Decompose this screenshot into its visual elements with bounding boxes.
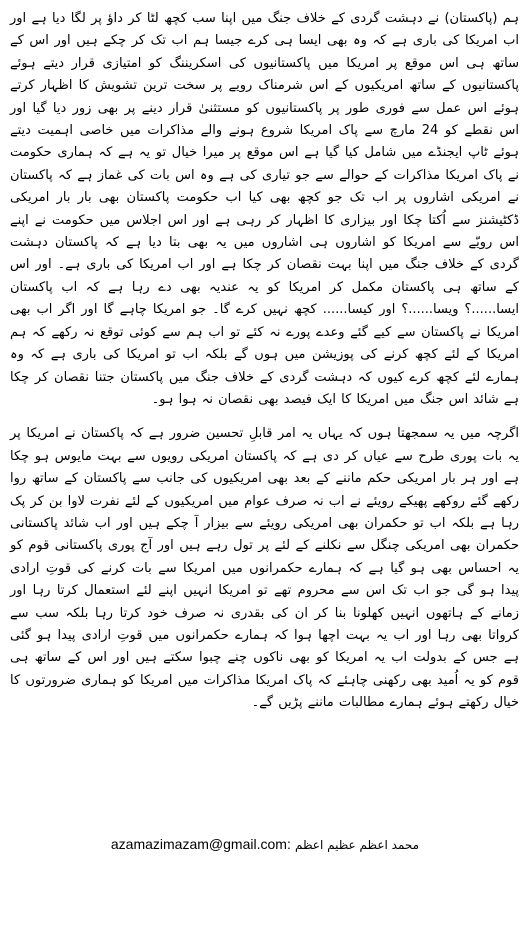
article-body [10, 8, 519, 715]
author-signature [95, 836, 435, 853]
signature-separator: : [286, 836, 291, 852]
paragraph-2: اگرچہ میں یہ سمجھتا ہوں کہ یہاں یہ امر قابلِ تحسین ضرور ہے کہ پاکستان نے امریکا پر یہ بات پوری طرح سے عیاں کر دی ہے کہ پاکستان امریکی رویوں سے بہت مایوس ہو چکا ہے اور ہر بار امریکی حکم ماننے کے بعد بھی امریکیوں کی جانب سے پاکستان کے ساتھ روا رکھے گئے روکھے پھیکے رویئے نے اب نہ صرف عوام میں امریکیوں کے لئے نفرت لاوا بن کر پک رہا ہے بلکہ اب تو حکمران بھی امریکی رویئے سے بیزار آ چکے ہیں اور اب شائد پاکستانی حکمران بھی امریکی چنگل سے نکلنے کے لئے پر تول رہے ہیں اور آج پوری پاکستانی قوم کو یہ احساس بھی ہو گیا ہے کہ ہمارے حکمرانوں میں امریکا سے بات کرنے کی قوتِ ارادی پیدا ہو گی جو اب تک اس سے محروم تھے تو امریکا انہیں اپنے لئے استعمال کرتا رہا اور زمانے کے ہاتھوں انہیں کھلونا بنا کر ان کی بقدری نہ صرف خود کرتا رہا بلکہ سب سے کرواتا بھی رہا اور اب یہ بہت اچھا ہوا کہ ہمارے حکمرانوں میں قوتِ ارادی پیدا ہو گئی ہے جس کے بدولت اب یہ امریکا کو بھی ناکوں چنے چبوا سکتے ہیں اور اس کے ساتھ ہی قوم کو یہ اُمید بھی رکھنی چاہئے کہ پاک امریکا مذاکرات میں امریکا کو ہماری ضرورتوں کا خیال رکھتے ہوئے ہمارے مطالبات ماننے پڑیں گے۔ [10, 426, 519, 711]
paragraph-1: ہم (پاکستان) نے دہشت گردی کے خلاف جنگ میں اپنا سب کچھ لٹا کر داؤ پر لگا دیا ہے اور اب امریکا کی باری ہے کہ وہ بھی ایسا ہی کرے جیسا ہم اب تک کر چکے ہیں اور اس کے ساتھ ہی اس موقع پر امریکا میں پاکستانیوں کی اسکریننگ کو امتیازی قرار دیتے ہوئے پاکستانیوں کے ساتھ امریکیوں کے اس شرمناک رویے پر سخت ترین تشویش کا اظہار کرتے ہوئے اس عمل سے فوری طور پر پاکستانیوں کو مستثنیٰ قرار دینے پر بھی زور دیا گیا اور اس نقطے کو 24 مارچ سے پاک امریکا شروع ہونے والے مذاکرات میں خاصی اہمیت دیتے ہوئے ٹاپ ایجنڈے میں شامل کیا گیا ہے اس موقع پر میرا خیال تو یہ ہے کہ ہماری حکومت نے پاک امریکا مذاکرات کے حوالے سے جو تیاری کی ہے وہ اس بات کی غماز ہے کہ پاکستان نے امریکی اشاروں پر اب تک جو کچھ بھی کیا اب حکومت پاکستان بھی بار بار امریکی ڈکٹیشنز سے اُکتا چکا اور بیزاری کا اظہار کر رہی ہے اور اس اجلاس میں حکومت نے اپنے اس رویّے سے امریکا کو اشاروں ہی اشاروں میں یہ بھی بتا دیا ہے کہ پاکستان دہشت گردی کے خلاف جنگ میں اپنا بہت نقصان کر چکا ہے اور اب امریکا کی باری ہے۔ اور اس کے ساتھ ہی پاکستان مکمل کر امریکا کو یہ عندیہ بھی دے رہا ہے کہ اب پاکستان ایسا......؟ ویسا......؟ اور کیسا...... کچھ نہیں کرے گا۔ جو امریکا چاہے گا اور اگر اب بھی امریکا نے پاکستان سے کیے گئے وعدے پورے نہ کئے تو اب ہم سے کوئی توقع نہ رکھے کہ ہم امریکا کے لئے کچھ کرنے کی پوزیشن میں ہوں گے بلکہ اب تو امریکا کی باری ہے کہ وہ ہمارے لئے کچھ کرے کیوں کہ دہشت گردی کے خلاف جنگ میں پاکستان جتنا نقصان کر چکا ہے شائد اس جنگ میں امریکا کا ایک فیصد بھی نقصان نہ ہوا ہو۔ [10, 11, 519, 407]
author-name: محمد اعظم عظیم اعظم [294, 838, 420, 852]
author-email[interactable]: azamazimazam@gmail.com [110, 836, 287, 852]
